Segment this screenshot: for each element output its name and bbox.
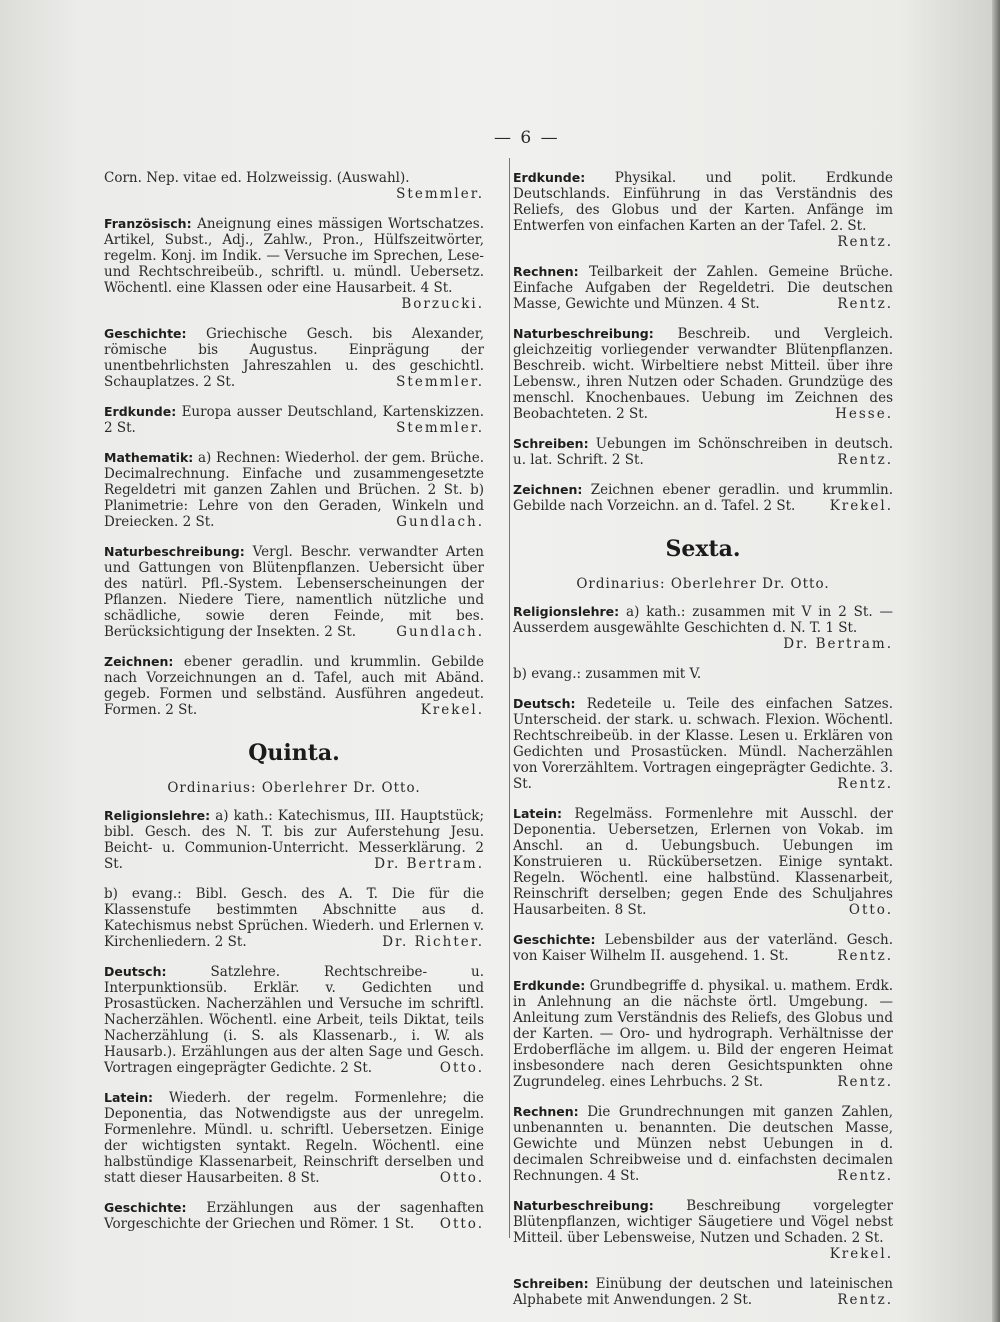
subject-label: Naturbeschreibung: [513,326,654,341]
teacher-name: Rentz. [837,776,893,792]
subject-label: Geschichte: [104,326,187,341]
ordinarius-sexta: Ordinarius: Oberlehrer Dr. Otto. [576,576,830,592]
subject-entry [104,326,484,390]
teacher-name: Rentz. [837,1074,893,1090]
teacher-name: Krekel. [829,1246,893,1262]
page-edge-shadow [992,0,1000,1322]
subject-text: Griechische Gesch. bis Alexander, römische bis Augustus. Einprägung der unentbehrlichsten Jahreszahlen u. des geschichtl. Schauplatzes. 2 St. [104,326,484,390]
subject-text: Vergl. Beschr. verwandter Arten und Gattungen von Blütenpflanzen. Uebersicht über des natürl. Pfl.-System. Lebenserscheinungen der Pflanzen. Niedere Tiere, namentlich nützliche und schädliche, sowie deren Feinde, mit bes. Berücksichtigung der Insekten. 2 St. [104,544,485,640]
subject-label: Deutsch: [104,964,167,979]
teacher-name: Dr. Bertram. [783,636,893,652]
subject-label: Religionslehre: [104,808,211,823]
teacher-name: Stemmler. [396,374,484,390]
subject-text: b) evang.: zusammen mit V. [513,666,702,682]
teacher-name: Otto. [439,1060,484,1076]
subject-entry [513,604,893,652]
subject-text: Redeteile u. Teile des einfachen Satzes. Unterscheid. der stark. u. schwach. Flexion. Wöchentl. Rechtschreibeüb. in der Klasse. Lesen u. Erklären von Gedichten und Prosastücken. Mündl. Nacherzählen von Vorerzähltem. Vortragen eingeprägter Gedichte. 3. St. [513,696,893,792]
subject-entry [513,482,893,514]
subject-entry [513,806,893,918]
subject-label: Erdkunde: [104,404,177,419]
subject-text: Erzählungen aus der sagenhaften Vorgeschichte der Griechen und Römer. 1 St. [104,1200,484,1232]
teacher-name: Gundlach. [396,514,484,530]
subject-text: a) Rechnen: Wiederhol. der gem. Brüche. Decimalrechnung. Einfache und zusammengesetzte Regeldetri mit ganzen Zahlen und Brüchen. 2 St. b) Planimetrie: Lehre von den Geraden, Winkeln und Dreiecken. 2 St. [104,450,484,530]
teacher-name: Gundlach. [396,624,484,640]
subject-entry [513,170,893,250]
subject-entry [104,886,484,950]
teacher-name: Krekel. [420,702,484,718]
teacher-name: Rentz. [837,296,893,312]
teacher-name: Stemmler. [396,420,484,436]
subject-label: Mathematik: [104,450,194,465]
intro-text: Corn. Nep. vitae ed. Holzweissig. (Auswahl). [104,170,410,186]
teacher-name: Rentz. [837,1292,893,1308]
subject-label: Schreiben: [513,436,589,451]
subject-entry [104,1090,484,1186]
subject-text: b) evang.: Bibl. Gesch. des A. T. Die für die Klassenstufe bestimmten Abschnitte aus d. Katechismus nebst Sprüchen. Wiederh. und Erlernen v. Kirchenliedern. 2 St. [104,886,484,950]
left-entries-bottom [104,808,484,1232]
teacher-name: Otto. [439,1216,484,1232]
teacher-name: Dr. Richter. [382,934,484,950]
teacher-name: Rentz. [837,1168,893,1184]
teacher-name: Rentz. [837,234,893,250]
subject-text: Satzlehre. Rechtschreibe- u. Interpunktionsüb. Erklär. v. Gedichten und Prosastücken. Nacherzählen und Versuche im schriftl. Nacherzählen. Wöchentl. eine Arbeit, teils Diktat, teils Nacherzählung (i. S. als Klassenarb., i. W. als Hausarb.). Erzählungen aus der alten Sage und Gesch. Vortragen eingeprägter Gedichte. 2 St. [104,964,484,1076]
subject-label: Zeichnen: [513,482,583,497]
subject-label: Latein: [513,806,563,821]
teacher-name: Rentz. [837,948,893,964]
subject-text: Wiederh. der regelm. Formenlehre; die Deponentia, das Notwendigste aus der unregelm. Formenlehre. Mündl. u. schriftl. Uebersetzen. Einige der wichtigsten syntakt. Regeln. Wöchentl. eine halbstündige Klassenarbeit, Reinschrift derselben und statt dieser Hausarbeiten. 8 St. [104,1090,484,1186]
subject-entry [513,264,893,312]
subject-label: Rechnen: [513,1104,579,1119]
subject-text: Teilbarkeit der Zahlen. Gemeine Brüche. Einfache Aufgaben der Regeldetri. Die deutschen Masse, Gewichte und Münzen. 4 St. [513,264,893,312]
subject-entry [513,932,893,964]
teacher-name: Rentz. [837,452,893,468]
subject-entry [104,544,484,640]
subject-label: Erdkunde: [513,978,586,993]
subject-entry [513,1276,893,1308]
subject-entry [513,696,893,792]
section-title-sexta: Sexta. [665,536,741,562]
subject-entry [104,654,484,718]
subject-entry [513,1198,893,1262]
subject-label: Schreiben: [513,1276,589,1291]
subject-text: Zeichnen ebener geradlin. und krummlin. Gebilde nach Vorzeichn. an d. Tafel. 2 St. [513,482,893,514]
subject-text: a) kath.: Katechismus, III. Hauptstück; bibl. Gesch. des N. T. bis zur Auferstehung Jesu. Beicht- u. Communion-Unterricht. Messerklärung. 2 St. [104,808,484,872]
teacher-name: Stemmler. [396,186,484,202]
column-divider [509,158,510,1238]
subject-text: Uebungen im Schönschreiben in deutsch. u. lat. Schrift. 2 St. [513,436,893,468]
teacher-name: Otto. [848,902,893,918]
subject-entry [104,964,484,1076]
subject-text: Die Grundrechnungen mit ganzen Zahlen, unbenannten u. benannten. Die deutschen Masse, Gewichte und Münzen nebst Uebungen in d. decimalen Schreibweise und d. einfachsten decimalen Rechnungen. 4 St. [513,1104,893,1184]
subject-text: Aneignung eines mässigen Wortschatzes. Artikel, Subst., Adj., Zahlw., Pron., Hülfszeitwörter, regelm. Konj. im Indik. — Versuche im Sprechen, Lese- und Rechtschreibeüb., schriftl. u. mündl. Uebersetz. Wöchentl. eine Klassen oder eine Hausarbeit. 4 St. [104,216,484,296]
teacher-name: Dr. Bertram. [374,856,484,872]
subject-entry [513,436,893,468]
subject-text: ebener geradlin. und krummlin. Gebilde nach Vorzeichnungen an d. Tafel, auch mit Abänd. gegeb. Formen und selbständ. Ausführen angedeut. Formen. 2 St. [104,654,484,718]
intro-entry [104,170,484,202]
right-column [513,170,893,1322]
subject-label: Erdkunde: [513,170,586,185]
subject-label: Geschichte: [104,1200,187,1215]
section-title-quinta: Quinta. [248,740,340,766]
teacher-name: Borzucki. [401,296,484,312]
subject-entry [513,666,893,682]
subject-label: Rechnen: [513,264,579,279]
subject-entry [104,404,484,436]
right-entries-top [513,170,893,514]
subject-label: Geschichte: [513,932,596,947]
subject-label: Französisch: [104,216,192,231]
subject-text: Physikal. und polit. Erdkunde Deutschlands. Einführung in das Verständnis des Reliefs, des Globus und der Karten. Anfänge im Entwerfen von einfachen Karten an der Tafel. 2. St. [513,170,894,234]
teacher-name: Krekel. [829,498,893,514]
page-number: — 6 — [494,128,560,148]
subject-label: Zeichnen: [104,654,174,669]
subject-text: Beschreib. und Vergleich. gleichzeitig vorliegender verwandter Blütenpflanzen. Beschreib. wicht. Wirbeltiere nebst Mitteil. über ihre Lebensw., ihren Nutzen oder Schaden. Grundzüge des menschl. Knochenbaues. Uebung im Zeichnen des Beobachteten. 2 St. [513,326,893,422]
subject-label: Naturbeschreibung: [104,544,245,559]
subject-entry [104,1200,484,1232]
subject-text: Einübung der deutschen und lateinischen Alphabete mit Anwendungen. 2 St. [513,1276,893,1308]
subject-entry [513,978,893,1090]
subject-label: Latein: [104,1090,154,1105]
ordinarius-quinta: Ordinarius: Oberlehrer Dr. Otto. [167,780,421,796]
subject-label: Naturbeschreibung: [513,1198,654,1213]
subject-entry [104,808,484,872]
subject-label: Religionslehre: [513,604,620,619]
subject-entry [513,1104,893,1184]
left-entries-top [104,216,484,718]
subject-label: Deutsch: [513,696,576,711]
left-column [104,170,484,1246]
teacher-name: Hesse. [835,406,893,422]
subject-entry [104,450,484,530]
subject-text: Grundbegriffe d. physikal. u. mathem. Erdk. in Anlehnung an die nächste örtl. Umgebung. — Anleitung zum Verständnis des Reliefs, des Globus und der Karten. — Oro- und hydrograph. Verhältnisse der Erdoberfläche im allgem. u. Bild der engeren Heimat insbesondere nach deren Gesichtspunkten ohne Zugrundeleg. eines Lehrbuchs. 2 St. [513,978,893,1090]
subject-text: Beschreibung vorgelegter Blütenpflanzen, wichtiger Säugetiere und Vögel nebst Mitteil. über Lebensweise, Nutzen und Schaden. 2 St. [513,1198,893,1246]
teacher-name: Otto. [439,1170,484,1186]
subject-text: Europa ausser Deutschland, Kartenskizzen. 2 St. [104,404,485,436]
subject-entry [104,216,484,312]
subject-text: Regelmäss. Formenlehre mit Ausschl. der Deponentia. Uebersetzen, Erlernen von Vokab. im Anschl. an d. Uebungsbuch. Uebungen im Konstruieren u. Rückübersetzen. Einige syntakt. Regeln. Wöchentl. eine halbstünd. Klassenarbeit, Reinschrift derselben; gegen Ende des Schuljahres Hausarbeiten. 8 St. [513,806,893,918]
right-entries-bottom [513,604,893,1308]
subject-text: Lebensbilder aus der vaterländ. Gesch. von Kaiser Wilhelm II. ausgehend. 1. St. [513,932,893,964]
subject-text: a) kath.: zusammen mit V in 2 St. — Ausserdem ausgewählte Geschichten d. N. T. 1 St. [513,604,894,636]
subject-entry [513,326,893,422]
